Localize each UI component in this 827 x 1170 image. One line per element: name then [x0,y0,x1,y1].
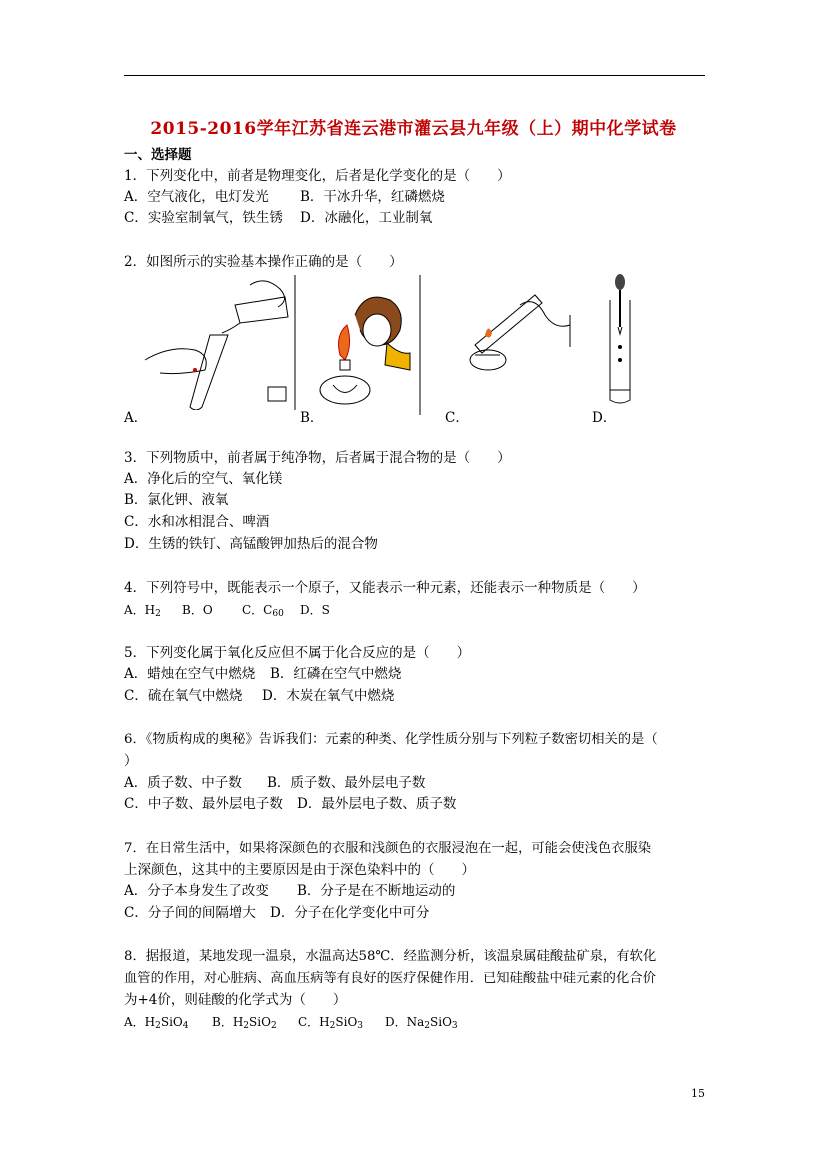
q3-option-b: B．氯化钾、液氧 [124,492,229,508]
q6-stem-line2: ） [124,753,138,769]
q3-option-d: D．生锈的铁钉、高锰酸钾加热后的混合物 [124,536,378,552]
q2-label-d: D． [592,410,617,426]
q4-option-c: C．$C_{60}$ [242,603,284,619]
q8-option-a: A．$H_2SiO_4$ [124,1015,189,1031]
q7-option-a: A．分子本身发生了改变 [124,883,269,899]
section-heading: 一、选择题 [124,147,192,163]
q3-stem: 3．下列物质中，前者属于纯净物，后者属于混合物的是（ ） [124,450,511,466]
q2-label-c: C． [445,410,469,426]
q8-option-c: C．$H_2SiO_3$ [298,1015,364,1031]
exam-title: 2015-2016学年江苏省连云港市灌云县九年级（上）期中化学试卷 [150,119,677,139]
q8-stem-line3: 为+4价，则硅酸的化学式为（ ） [124,992,347,1008]
q6-stem-line1: 6．《物质构成的奥秘》告诉我们：元素的种类、化学性质分别与下列粒子数密切相关的是（ [124,732,658,747]
q6-option-d: D．最外层电子数、质子数 [297,796,457,812]
figure-dropper [605,272,635,407]
q1-stem: 1．下列变化中，前者是物理变化，后者是化学变化的是（ ） [124,168,511,184]
q8-stem-line2: 血管的作用，对心脏病、高血压病等有良好的医疗保健作用．已知硅酸盐中硅元素的化合价 [124,971,656,986]
figure-blowing-lamp [315,275,421,415]
header-rule [124,75,705,76]
q4-option-d: D．S [300,603,330,617]
q7-option-d: D．分子在化学变化中可分 [270,905,430,921]
q5-option-d: D．木炭在氧气中燃烧 [262,688,395,704]
q8-option-b: B．$H_2SiO_2$ [212,1015,277,1031]
q3-option-a: A．净化后的空气、氧化镁 [124,471,283,487]
q7-option-c: C．分子间的间隔增大 [124,905,256,921]
q4-option-a: A．$H_2$ [124,603,161,619]
figure-heating-tube [460,275,575,375]
q5-option-b: B．红磷在空气中燃烧 [270,666,402,682]
q6-option-b: B．质子数、最外层电子数 [267,775,426,791]
q8-stem-line1: 8．据报道，某地发现一温泉，水温高达58℃．经监测分析，该温泉属硅酸盐矿泉，有软化 [124,949,657,964]
figure-pouring-liquid [140,275,296,410]
q1-option-a: A．空气液化，电灯发光 [124,189,269,205]
q2-label-b: B． [300,410,324,426]
q7-stem-line1: 7．在日常生活中，如果将深颜色的衣服和浅颜色的衣服浸泡在一起，可能会使浅色衣服染 [124,841,652,856]
q4-stem: 4．下列符号中，既能表示一个原子，又能表示一种元素，还能表示一种物质是（ ） [124,580,646,596]
q3-option-c: C．水和冰相混合、啤酒 [124,514,270,530]
q7-stem-line2: 上深颜色，这其中的主要原因是由于深色染料中的（ ） [124,862,475,878]
q8-option-d: D．$Na_2SiO_3$ [385,1015,458,1031]
q5-option-c: C．硫在氧气中燃烧 [124,688,243,704]
q1-option-b: B．干冰升华，红磷燃烧 [300,189,445,205]
q1-option-d: D．冰融化，工业制氧 [300,210,433,226]
q7-option-b: B．分子是在不断地运动的 [297,883,456,899]
q2-stem: 2．如图所示的实验基本操作正确的是（ ） [124,254,403,270]
q6-option-a: A．质子数、中子数 [124,775,242,791]
q1-option-c: C．实验室制氧气，铁生锈 [124,210,283,226]
q5-option-a: A．蜡烛在空气中燃烧 [124,666,256,682]
q5-stem: 5．下列变化属于氧化反应但不属于化合反应的是（ ） [124,645,471,661]
q2-label-a: A． [124,410,148,426]
q4-option-b: B．O [182,603,213,617]
q6-option-c: C．中子数、最外层电子数 [124,796,283,812]
page-number: 15 [691,1087,705,1100]
